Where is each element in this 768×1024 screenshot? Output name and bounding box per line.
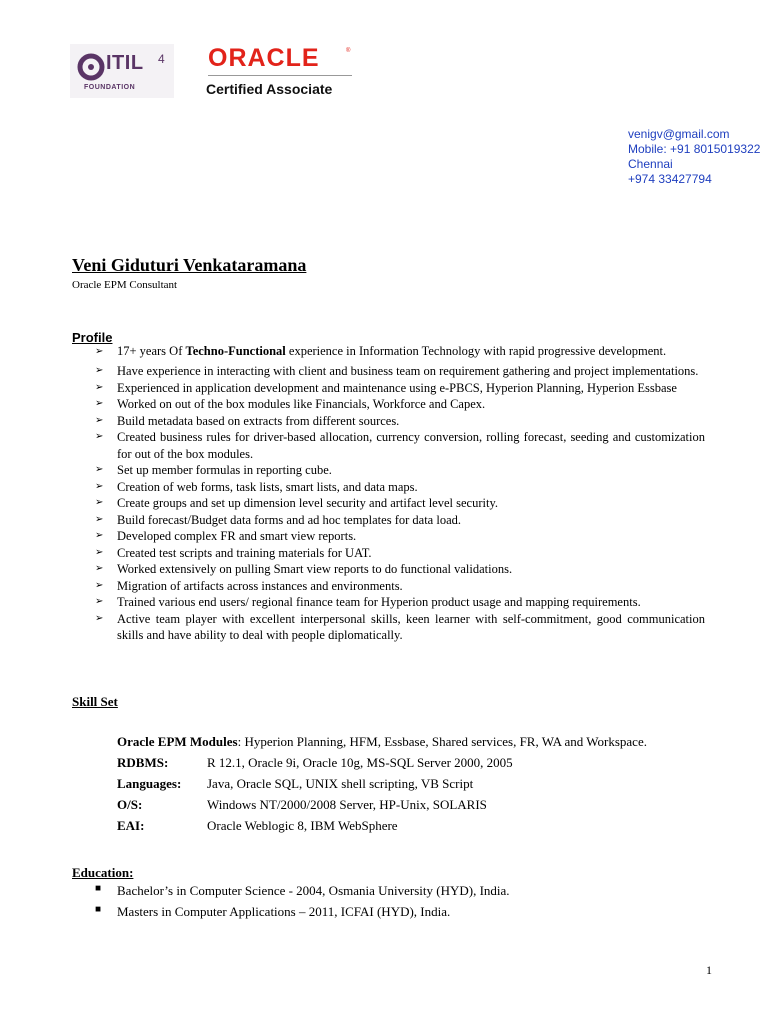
arrow-bullet-icon: ➢ (95, 596, 104, 607)
arrow-bullet-icon: ➢ (95, 546, 104, 558)
skill-label: EAI: (117, 818, 145, 833)
skill-row (117, 797, 647, 818)
profile-item-text: Creation of web forms, task lists, smart lists, and data maps. (117, 479, 418, 494)
skill-value: Java, Oracle SQL, UNIX shell scripting, VB Script (207, 776, 474, 791)
profile-item (95, 495, 705, 512)
skill-value: Oracle Weblogic 8, IBM WebSphere (207, 818, 398, 833)
skill-row-epm (117, 734, 647, 755)
oracle-registered-mark: ® (346, 48, 351, 54)
itil-version: 4 (158, 52, 165, 66)
profile-item-prefix: 17+ years Of (117, 344, 186, 358)
itil-mark-icon (76, 52, 106, 82)
education-heading: Education: (72, 865, 134, 880)
arrow-bullet-icon: ➢ (95, 381, 104, 393)
skill-value: R 12.1, Oracle 9i, Oracle 10g, MS-SQL Server 2000, 2005 (207, 755, 513, 770)
profile-item (95, 594, 705, 611)
profile-item (95, 380, 705, 397)
profile-item (95, 363, 705, 380)
profile-item-text: Trained various end users/ regional finance team for Hyperion product usage and mapping requirements. (117, 595, 641, 609)
profile-item (95, 561, 705, 578)
profile-item-text: Created business rules for driver-based allocation, currency conversion, rolling forecast, seeding and customization for out of the box modules. (117, 430, 705, 461)
arrow-bullet-icon: ➢ (95, 464, 104, 475)
oracle-certified-associate-logo (206, 44, 354, 100)
profile-item-text: Worked on out of the box modules like Financials, Workforce and Capex. (117, 397, 486, 411)
profile-item-text: Set up member formulas in reporting cube. (117, 463, 332, 477)
skill-label: RDBMS: (117, 755, 169, 770)
oracle-certified-associate-label: Certified Associate (206, 81, 333, 97)
arrow-bullet-icon: ➢ (95, 480, 104, 492)
profile-item-text: Created test scripts and training materials for UAT. (117, 545, 372, 560)
profile-item (95, 396, 705, 413)
skill-label: O/S: (117, 797, 143, 812)
arrow-bullet-icon: ➢ (95, 497, 104, 508)
contact-city: Chennai (628, 157, 673, 171)
profile-item-text: Migration of artifacts across instances and environments. (117, 578, 403, 593)
arrow-bullet-icon: ➢ (95, 346, 104, 357)
education-list (95, 883, 510, 925)
oracle-wordmark: ORACLE (208, 44, 320, 72)
profile-item (95, 528, 705, 545)
education-item-text: Bachelor’s in Computer Science - 2004, Osmania University (HYD), India. (117, 883, 510, 898)
contact-mobile: Mobile: +91 8015019322 (628, 142, 761, 156)
itil-4-foundation-logo (70, 44, 174, 98)
itil-wordmark: ITIL (106, 52, 144, 74)
arrow-bullet-icon: ➢ (95, 414, 104, 426)
oracle-logo-divider (208, 75, 352, 76)
skill-value: : Hyperion Planning, HFM, Essbase, Shared services, FR, WA and Workspace. (237, 734, 647, 749)
education-item-text: Masters in Computer Applications – 2011, ICFAI (HYD), India. (117, 904, 451, 919)
profile-item-text: Active team player with excellent interpersonal skills, keen learner with self-commitment, good communication skills and have ability to deal with people diplomatically. (117, 611, 705, 642)
arrow-bullet-icon: ➢ (95, 431, 104, 442)
profile-item-suffix: experience in Information Technology with rapid progressive development. (285, 344, 667, 358)
profile-item (95, 462, 705, 479)
arrow-bullet-icon: ➢ (95, 513, 104, 525)
skill-row (117, 776, 647, 797)
square-bullet-icon: ■ (95, 883, 102, 894)
profile-item-text: Build metadata based on extracts from different sources. (117, 413, 400, 428)
education-item (95, 904, 510, 925)
skill-set-table (117, 734, 647, 839)
itil-foundation-label: FOUNDATION (84, 84, 136, 91)
skill-label: Oracle EPM Modules (117, 734, 238, 749)
profile-item (95, 512, 705, 529)
profile-item (95, 346, 705, 357)
profile-item (95, 479, 705, 496)
profile-item (95, 578, 705, 595)
skill-row (117, 818, 647, 839)
contact-email[interactable]: venigv@gmail.com (628, 127, 730, 141)
square-bullet-icon: ■ (95, 904, 102, 915)
arrow-bullet-icon: ➢ (95, 563, 104, 574)
profile-item-text: Worked extensively on pulling Smart view reports to do functional validations. (117, 562, 513, 576)
profile-item-text: Build forecast/Budget data forms and ad hoc templates for data load. (117, 512, 461, 527)
education-item (95, 883, 510, 904)
arrow-bullet-icon: ➢ (95, 365, 104, 376)
profile-item-text: Developed complex FR and smart view reports. (117, 529, 357, 543)
profile-item (95, 429, 705, 462)
profile-item (95, 611, 705, 644)
profile-item-text: Have experience in interacting with client and business team on requirement gathering and project implementations. (117, 364, 699, 378)
profile-item-text: Create groups and set up dimension level security and artifact level security. (117, 496, 499, 510)
arrow-bullet-icon: ➢ (95, 530, 104, 541)
profile-item-text: Experienced in application development and maintenance using e-PBCS, Hyperion Planning, Hyperion Essbase (117, 380, 677, 395)
profile-heading: Profile (72, 330, 113, 345)
arrow-bullet-icon: ➢ (95, 398, 104, 409)
profile-item-bold: Techno-Functional (185, 344, 286, 358)
page-number: 1 (706, 963, 712, 977)
skill-value: Windows NT/2000/2008 Server, HP-Unix, SOLARIS (207, 797, 487, 812)
arrow-bullet-icon: ➢ (95, 579, 104, 591)
profile-list (95, 346, 705, 644)
arrow-bullet-icon: ➢ (95, 612, 104, 624)
contact-phone-secondary: +974 33427794 (628, 172, 712, 186)
candidate-name: Veni Giduturi Venkataramana (72, 255, 307, 275)
candidate-role: Oracle EPM Consultant (72, 279, 178, 291)
skill-row (117, 755, 647, 776)
skill-set-heading: Skill Set (72, 694, 118, 709)
profile-item (95, 413, 705, 430)
contact-block (628, 127, 760, 187)
profile-item (95, 545, 705, 562)
skill-label: Languages: (117, 776, 182, 791)
